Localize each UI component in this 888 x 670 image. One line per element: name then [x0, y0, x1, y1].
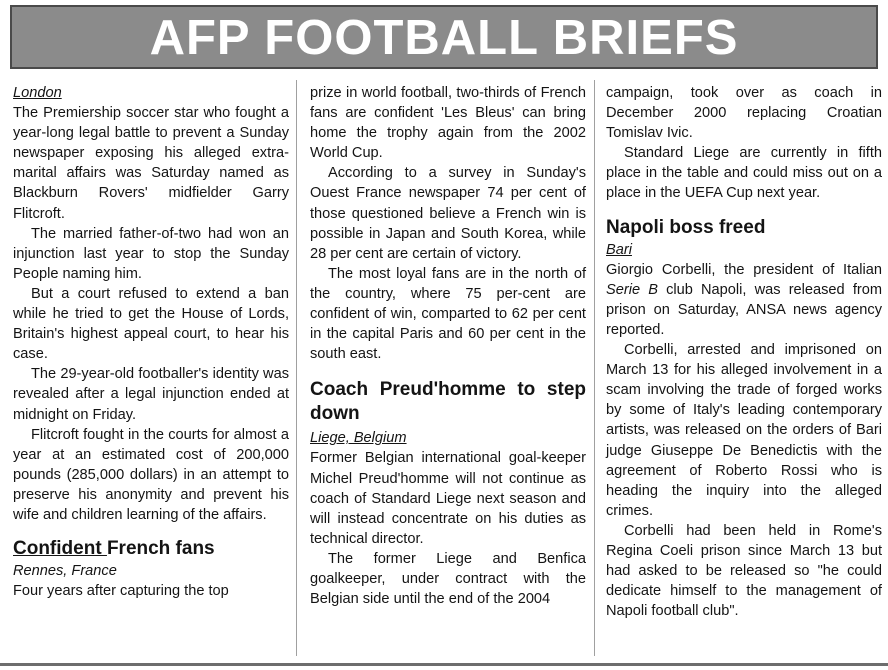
dateline-london: London — [13, 85, 62, 101]
article-paragraph: The Premiership soccer star who fought a year-long legal battle to prevent a Sunday newspaper exposing his alleged extra-marital affairs was Saturday named as Blackburn Rovers' midfielder Garry Flitcroft. — [13, 105, 289, 222]
article-paragraph: According to a survey in Sunday's Ouest France newspaper 74 per cent of those questioned believe a French win is possible in Japan and South Korea, while 28 per cent are certain of victory. — [310, 165, 586, 262]
article-paragraph: Four years after capturing the top — [13, 583, 229, 600]
text-run: Giorgio Corbelli, the president of Italian — [606, 261, 882, 278]
title-banner — [10, 5, 878, 69]
dateline-bari: Bari — [606, 241, 632, 258]
dateline-rennes: Rennes, France — [13, 563, 117, 580]
article-paragraph: Corbelli, arrested and imprisoned on March 13 for his alleged involvement in a scam involving the trade of forged works by some of Italy's leading contemporary artists, was released on the orders of Bari judge Giuseppe De Benedictis with the agreement of Roberto Rossi who is heading the inquiry into the alleged crimes. — [606, 342, 882, 519]
article-paragraph: The most loyal fans are in the north of the country, where 75 per-cent are confident of win, comparted to 62 per cent in the capital Paris and 60 per cent in the south east. — [310, 265, 586, 363]
article-paragraph: The 29-year-old footballer's identity was revealed after a legal injunction ended at midnight on Friday. — [13, 366, 289, 423]
headline-napoli-boss-freed: Napoli boss freed — [606, 216, 766, 238]
column-2 — [310, 83, 586, 609]
column-divider — [296, 80, 297, 656]
article-paragraph: But a court refused to extend a ban while he tried to get the House of Lords, Britain's highest appeal court, to hear his case. — [13, 285, 289, 363]
headline-part: Confident — [13, 538, 107, 560]
article-paragraph: The former Liege and Benfica goalkeeper, under contract with the Belgian side until the end of the 2004 — [310, 550, 586, 608]
article-paragraph: prize in world football, two-thirds of French fans are confident 'Les Bleus' can bring home the trophy again from the 2002 World Cup. — [310, 85, 586, 162]
headline-confident-french-fans — [13, 537, 289, 561]
column-1 — [13, 83, 289, 601]
bottom-rule — [0, 663, 888, 666]
article-paragraph: Flitcroft fought in the courts for almost a year at an estimated cost of 200,000 pounds (285,000 dollars) in an attempt to preserve his anonymity and prevent his wife and children learning of the affairs. — [13, 426, 289, 523]
article-paragraph: Corbelli had been held in Rome's Regina Coeli prison since March 13 but had asked to be released so "he could dedicate himself to the management of Napoli football club". — [606, 522, 882, 620]
text-run: club Napoli, was released from prison on Saturday, ANSA news agency reported. — [606, 281, 883, 338]
article-paragraph: The married father-of-two had won an injunction last year to stop the Sunday People naming him. — [13, 225, 289, 282]
dateline-liege: Liege, Belgium — [310, 430, 407, 447]
article-paragraph: Former Belgian international goal-keeper Michel Preud'homme will not continue as coach of Standard Liege next season and will instead concentrate on his duties as technical director. — [310, 450, 586, 547]
article-paragraph: campaign, took over as coach in December 2000 replacing Croatian Tomislav Ivic. — [606, 85, 882, 142]
column-divider — [594, 80, 595, 656]
column-3 — [606, 83, 882, 621]
headline-coach-preudhomme: Coach Preud'homme to step down — [310, 379, 586, 425]
league-name: Serie B — [606, 281, 658, 298]
article-paragraph: Standard Liege are currently in fifth place in the table and could miss out on a place in the UEFA Cup next year. — [606, 145, 882, 202]
headline-part: French fans — [106, 538, 215, 560]
page-title: AFP FOOTBALL BRIEFS — [149, 11, 739, 65]
article-paragraph — [606, 260, 882, 340]
